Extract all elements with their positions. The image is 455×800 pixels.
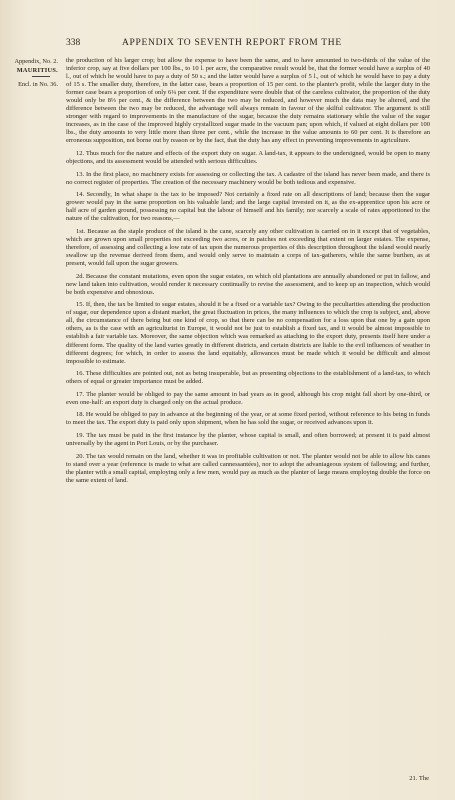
paragraph-14-first-reason: 1st. Because as the staple produce of the island is the cane, scarcely any other cultivation is carried on in it except that of vegetables, which are grown upon small properties not exceeding two acres, or in patches not exceeding that extent on larger estates. The expense, therefore, of assessing and collecting a low rate of tax upon the numerous properties of this description throughout the island would nearly swallow up the revenue derived from them, and would only serve to maintain a corps of tax-gatherers, while the same burthen, as at present, would fall upon the sugar growers. bbox=[66, 227, 430, 268]
page-header bbox=[66, 38, 426, 52]
enclosure-note: Encl. in No. 36. bbox=[18, 81, 58, 88]
paragraph-15: 15. If, then, the tax be limited to sugar estates, should it be a fixed or a variable tax? Owing to the peculiarities attending the production of sugar, our dependence upon a distant market, the great fluctuation in prices, the many influences to which the crop is subject, and, above all, the circumstance of there being but one kind of crop, so that there can be no compensation for a loss upon that one by a gain upon others, as is the case with an agriculturist in Europe, it would not be just to establish a fixed tax, and it would be almost impossible to establish a fair variable tax. Moreover, the same objection which was remarked as attaching to the export duty, presents itself here under a different form. The quality of the land varies greatly in different districts, and certain districts are liable to the evil influences of weather in different degrees; for which, in order to assess the land equitably, allowances must be made which it would be difficult and almost impossible to estimate. bbox=[66, 301, 430, 365]
body-text bbox=[66, 57, 430, 489]
paragraph-continuation: the production of his larger crop; but allow the expense to have been the same, and to have amounted to two-thirds of the value of the inferior crop, say at five dollars per 100 lbs., to 10 l. per acre, the comparative result would be, that the former would have a surplus of 40 l., out of which he would have to pay a duty of 50 s.; and the latter would have a surplus of 5 l., out of which he would have to pay a duty of 15 s. The smaller duty, therefore, in the latter case, bears a proportion of 15 per cent. to the planter's profit, while the larger duty in the former case bears a proportion of only 6¼ per cent. If the expenditure were double that of the careless cultivator, the proportion of the duty would only be 8⅓ per cent., & the difference between the two may be reduced, and however much the data may be altered, and the difference between the two may be reduced, the advantage will always remain in favour of the skilful cultivator. The argument is still stronger with regard to improvements in the manufacture of the sugar, because the duty remains stationary while the value of the sugar increases, as in the case of the improved highly crystallized sugar made in the vacuum pan; upon which, if valued at eight dollars per 100 lbs., the duty amounts to very little more than three per cent., while the increase in the value amounts to 60 per cent. It is therefore an erroneous supposition, not borne out by reason or by the fact, that the duty has any effect in preventing improvements in agriculture. bbox=[66, 57, 430, 145]
paragraph-17: 17. The planter would be obliged to pay the same amount in bad years as in good, although his crop might fall short by one-third, or even one-half: an export duty is charged only on the actual produce. bbox=[66, 390, 430, 406]
paragraph-20: 20. The tax would remain on the land, whether it was in profitable cultivation or not. The planter would not be able to allow his canes to stand over a year (reference is made to what are called cannessantées), nor to adopt the advantageous system of fallowing; and further, the planter with a small capital, employing only a few men, would pay as much as the planter of large means employing double the force on the same extent of land. bbox=[66, 452, 430, 484]
page-number: 338 bbox=[66, 38, 81, 48]
paragraph-12: 12. Thus much for the nature and effects of the export duty on sugar. A land-tax, it appears to the undersigned, would be open to many objections, and its assessment would be attended with serious difficulties. bbox=[66, 150, 430, 166]
margin-notes bbox=[0, 58, 58, 90]
paragraph-19: 19. The tax must be paid in the first instance by the planter, whose capital is small, and often borrowed; at present it is paid almost universally by the agent in Port Louis, or by the purchaser. bbox=[66, 431, 430, 447]
paragraph-18: 18. He would be obliged to pay in advance at the beginning of the year, or at some fixed period, without reference to his being in funds to meet the tax. The export duty is paid only upon shipment, when he has sold the sugar, or received advances upon it. bbox=[66, 411, 430, 427]
appendix-note: Appendix, No. 2. bbox=[14, 58, 58, 65]
colony-note: MAURITIUS. bbox=[16, 67, 58, 74]
paragraph-13: 13. In the first place, no machinery exists for assessing or collecting the tax. A cadastre of the island has never been made, and there is no correct register of properties. The creation of the necessary machinery would be both tedious and expensive. bbox=[66, 170, 430, 186]
running-title: APPENDIX TO SEVENTH REPORT FROM THE bbox=[122, 38, 342, 48]
paragraph-14-second-reason: 2d. Because the constant mutations, even upon the sugar estates, on which old plantations are annually abandoned or put in fallow, and new land taken into cultivation, would render it necessary continually to revise the assessment, and to keep up an inspection, which would be both expensive and obnoxious. bbox=[66, 272, 430, 296]
paragraph-16: 16. These difficulties are pointed out, not as being insuperable, but as presenting objections to the establishment of a land-tax, to which others of equal or greater importance must be added. bbox=[66, 370, 430, 386]
catchword: 21. The bbox=[409, 775, 429, 782]
margin-rule bbox=[32, 76, 50, 77]
paragraph-14: 14. Secondly, In what shape is the tax to be imposed? Not certainly a fixed rate on all descriptions of land; because then the sugar grower would pay in the same proportion on his valuable land; and the large capital invested on it, as the ex-apprentice upon his acre or half acre of garden ground, possessing no capital but the labour of himself and his family; nor scarcely a scale of rates apportioned to the nature of the cultivation, for two reasons,— bbox=[66, 191, 430, 223]
